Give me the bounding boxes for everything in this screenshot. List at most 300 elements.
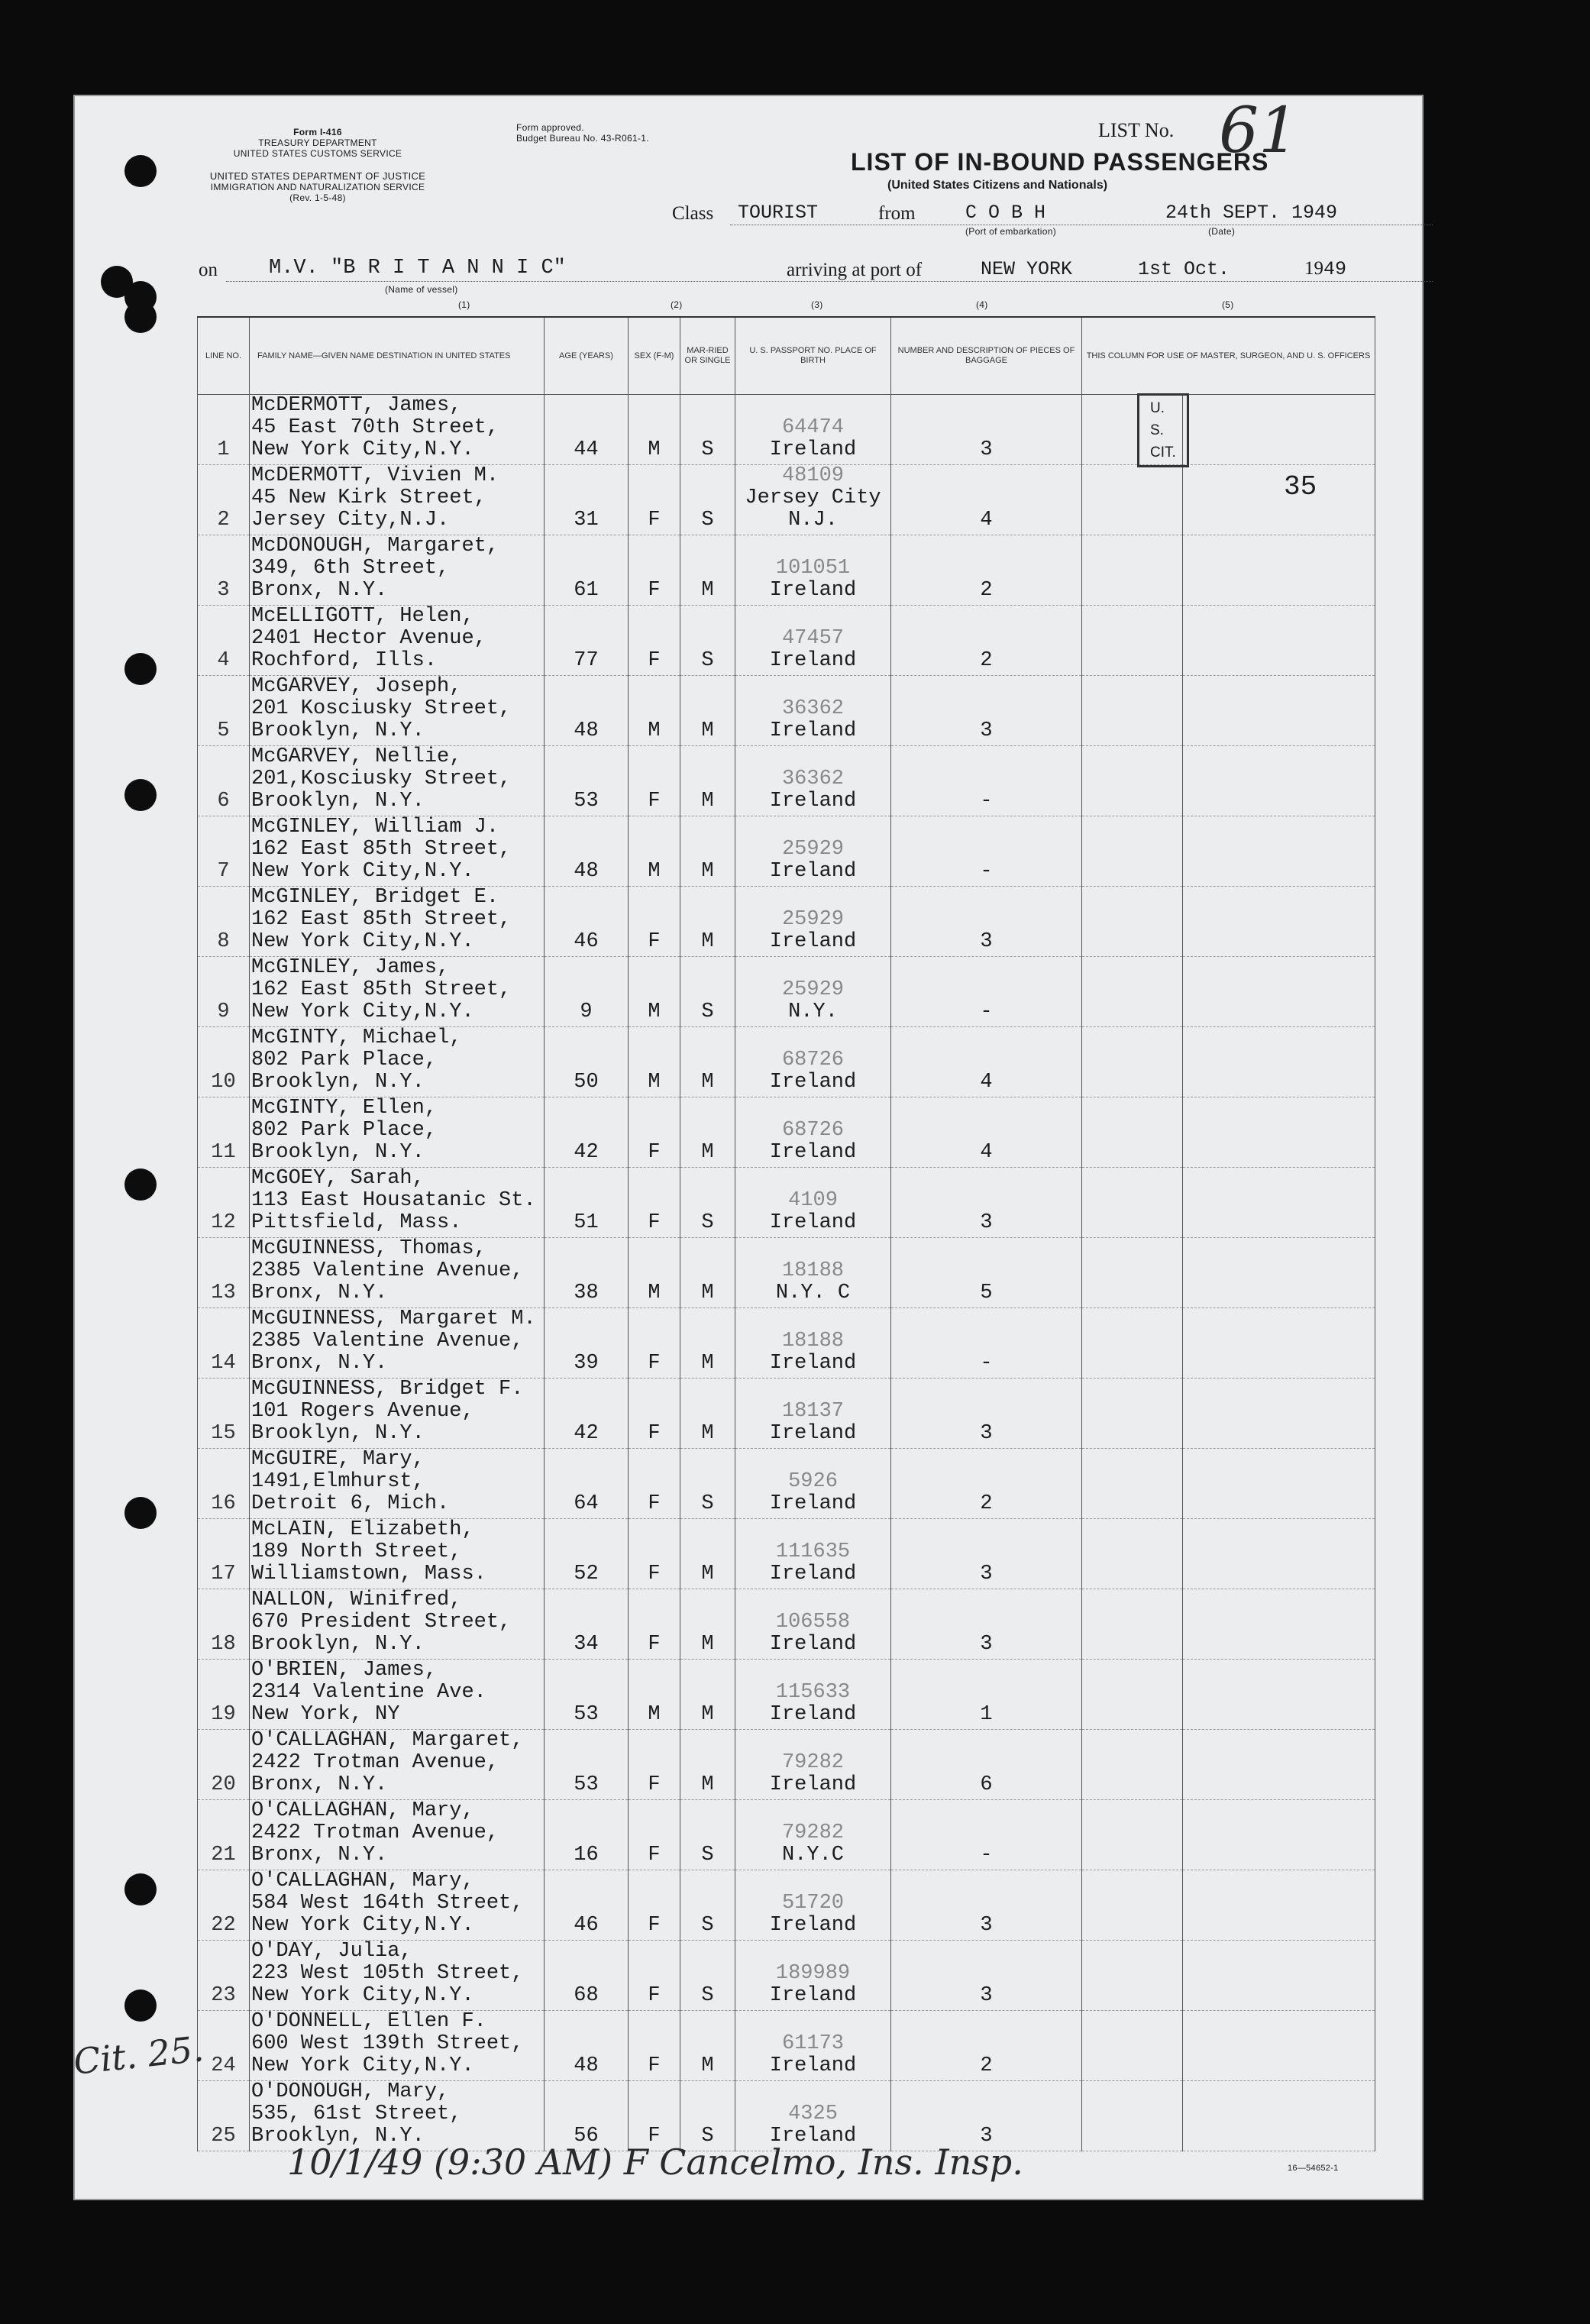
binder-hole bbox=[124, 155, 157, 187]
table-row bbox=[198, 676, 1375, 746]
passport-birthplace bbox=[735, 1379, 891, 1449]
passenger-age: 64 bbox=[545, 1449, 629, 1519]
table-row bbox=[198, 1308, 1375, 1379]
passenger-age: 53 bbox=[545, 1730, 629, 1800]
passenger-name: McDERMOTT, James, bbox=[251, 394, 462, 417]
passenger-city: New York City,N.Y. bbox=[251, 1984, 474, 2007]
passenger-sex: M bbox=[629, 1027, 680, 1097]
passenger-name-destination bbox=[250, 1168, 545, 1238]
officer-column-right bbox=[1183, 1941, 1375, 2011]
baggage-count: - bbox=[891, 1800, 1082, 1870]
birthplace: Ireland bbox=[769, 2054, 857, 2077]
passenger-sex: M bbox=[629, 1238, 680, 1308]
line-number: 11 bbox=[198, 1097, 250, 1168]
passenger-city: New York City,N.Y. bbox=[251, 930, 474, 953]
birthplace: N.Y. bbox=[788, 1000, 838, 1023]
header-passport: U. S. PASSPORT NO. PLACE OF BIRTH bbox=[735, 317, 891, 395]
birthplace: Ireland bbox=[769, 1914, 857, 1937]
passenger-sex: F bbox=[629, 606, 680, 676]
passenger-sex: F bbox=[629, 1800, 680, 1870]
passenger-marital-status: S bbox=[680, 465, 735, 535]
passport-number: 25929 bbox=[781, 838, 844, 861]
passport-number: 18188 bbox=[781, 1330, 844, 1353]
officer-column bbox=[1082, 535, 1183, 606]
passenger-address: 584 West 164th Street, bbox=[251, 1892, 524, 1915]
passenger-address: 45 East 70th Street, bbox=[251, 416, 499, 439]
officer-column bbox=[1082, 676, 1183, 746]
passenger-address: 162 East 85th Street, bbox=[251, 838, 512, 861]
officer-column bbox=[1082, 395, 1183, 465]
passport-number: 36362 bbox=[781, 697, 844, 720]
officer-column-right bbox=[1183, 1168, 1375, 1238]
birthplace: Ireland bbox=[769, 649, 857, 672]
passport-number: 64474 bbox=[781, 416, 844, 439]
birthplace: Jersey City N.J. bbox=[745, 486, 881, 532]
passenger-marital-status: M bbox=[680, 1097, 735, 1168]
header-married: MAR-RIED OR SINGLE bbox=[680, 317, 735, 395]
table-row bbox=[198, 535, 1375, 606]
table-row bbox=[198, 465, 1375, 535]
passport-number: 47457 bbox=[781, 627, 844, 650]
embarkation-caption: (Port of embarkation) bbox=[965, 226, 1057, 237]
passenger-city: Brooklyn, N.Y. bbox=[251, 719, 425, 742]
column-number-3: (3) bbox=[811, 299, 823, 310]
officer-column-right bbox=[1183, 816, 1375, 887]
passenger-age: 46 bbox=[545, 887, 629, 957]
line-number: 20 bbox=[198, 1730, 250, 1800]
binder-hole bbox=[124, 1497, 157, 1529]
passenger-age: 48 bbox=[545, 676, 629, 746]
passenger-sex: M bbox=[629, 1660, 680, 1730]
officer-column-right bbox=[1183, 606, 1375, 676]
passenger-age: 34 bbox=[545, 1589, 629, 1660]
table-header-row bbox=[198, 317, 1375, 395]
passenger-age: 31 bbox=[545, 465, 629, 535]
passenger-sex: F bbox=[629, 1519, 680, 1589]
passport-birthplace bbox=[735, 1308, 891, 1379]
passenger-name: O'DONNELL, Ellen F. bbox=[251, 2010, 486, 2033]
passenger-name: O'BRIEN, James, bbox=[251, 1659, 438, 1682]
embarkation-port: C O B H bbox=[965, 202, 1046, 224]
passenger-name-destination bbox=[250, 1379, 545, 1449]
passenger-address: 113 East Housatanic St. bbox=[251, 1189, 536, 1212]
passenger-city: New York City,N.Y. bbox=[251, 2054, 474, 2077]
baggage-count: 3 bbox=[891, 1379, 1082, 1449]
officer-column bbox=[1082, 1589, 1183, 1660]
passenger-marital-status: M bbox=[680, 1379, 735, 1449]
officer-column-right bbox=[1183, 1660, 1375, 1730]
passenger-name-destination bbox=[250, 957, 545, 1027]
passport-birthplace bbox=[735, 676, 891, 746]
passenger-sex: F bbox=[629, 535, 680, 606]
passenger-city: Rochford, Ills. bbox=[251, 649, 438, 672]
passenger-name-destination bbox=[250, 1449, 545, 1519]
passport-birthplace bbox=[735, 1941, 891, 2011]
on-label: on bbox=[199, 260, 218, 280]
column-number-5: (5) bbox=[1222, 299, 1234, 310]
passenger-marital-status: S bbox=[680, 1449, 735, 1519]
passenger-city: Bronx, N.Y. bbox=[251, 1773, 388, 1796]
column-number-4: (4) bbox=[976, 299, 988, 310]
citizen-stamp: U. S. CIT. bbox=[1137, 393, 1189, 467]
birthplace: Ireland bbox=[769, 1773, 857, 1796]
passenger-name: O'CALLAGHAN, Mary, bbox=[251, 1870, 474, 1892]
officer-column bbox=[1082, 1238, 1183, 1308]
passenger-city: Jersey City,N.J. bbox=[251, 509, 450, 532]
officer-column bbox=[1082, 2011, 1183, 2081]
table-row bbox=[198, 1379, 1375, 1449]
table-row bbox=[198, 395, 1375, 465]
birthplace: Ireland bbox=[769, 1422, 857, 1445]
passenger-marital-status: M bbox=[680, 816, 735, 887]
passenger-sex: M bbox=[629, 957, 680, 1027]
passenger-sex: F bbox=[629, 1870, 680, 1941]
passport-number: 115633 bbox=[775, 1681, 851, 1704]
passenger-address: 2422 Trotman Avenue, bbox=[251, 1821, 499, 1844]
passport-birthplace bbox=[735, 606, 891, 676]
birthplace: Ireland bbox=[769, 438, 857, 461]
passenger-name-destination bbox=[250, 465, 545, 535]
list-number-value: 61 bbox=[1219, 95, 1299, 167]
passport-birthplace bbox=[735, 1449, 891, 1519]
baggage-count: 3 bbox=[891, 676, 1082, 746]
birthplace: Ireland bbox=[769, 1071, 857, 1094]
passenger-marital-status: S bbox=[680, 957, 735, 1027]
line-number: 5 bbox=[198, 676, 250, 746]
birthplace: Ireland bbox=[769, 1141, 857, 1164]
passenger-name: McGUINNESS, Bridget F. bbox=[251, 1378, 524, 1401]
passenger-address: 45 New Kirk Street, bbox=[251, 486, 486, 509]
passenger-city: Detroit 6, Mich. bbox=[251, 1492, 450, 1515]
passenger-marital-status: M bbox=[680, 676, 735, 746]
officer-column-right bbox=[1183, 535, 1375, 606]
officer-column-right bbox=[1183, 746, 1375, 816]
passport-birthplace bbox=[735, 1800, 891, 1870]
passenger-marital-status: S bbox=[680, 1870, 735, 1941]
birthplace: Ireland bbox=[769, 1492, 857, 1515]
passenger-city: Brooklyn, N.Y. bbox=[251, 1633, 425, 1656]
passport-number: 18137 bbox=[781, 1400, 844, 1423]
line-number: 7 bbox=[198, 816, 250, 887]
passenger-age: 9 bbox=[545, 957, 629, 1027]
passenger-name-destination bbox=[250, 1800, 545, 1870]
line-number: 6 bbox=[198, 746, 250, 816]
passport-number: 79282 bbox=[781, 1751, 844, 1774]
officer-column bbox=[1082, 465, 1183, 535]
birthplace: Ireland bbox=[769, 930, 857, 953]
passport-birthplace bbox=[735, 1168, 891, 1238]
footer-code: 16—54652-1 bbox=[1288, 2164, 1339, 2173]
passenger-city: Brooklyn, N.Y. bbox=[251, 1141, 425, 1164]
passenger-name: McGOEY, Sarah, bbox=[251, 1167, 425, 1190]
line-number: 3 bbox=[198, 535, 250, 606]
line-number: 17 bbox=[198, 1519, 250, 1589]
passport-number: 189989 bbox=[775, 1962, 851, 1985]
passport-number: 106558 bbox=[775, 1611, 851, 1634]
table-row bbox=[198, 1730, 1375, 1800]
passenger-age: 46 bbox=[545, 1870, 629, 1941]
passenger-sex: F bbox=[629, 1449, 680, 1519]
table-row bbox=[198, 957, 1375, 1027]
passenger-name: NALLON, Winifred, bbox=[251, 1589, 462, 1611]
passenger-sex: F bbox=[629, 1379, 680, 1449]
officer-column-right bbox=[1183, 957, 1375, 1027]
passenger-city: Brooklyn, N.Y. bbox=[251, 2125, 425, 2148]
officer-column-right bbox=[1183, 2081, 1375, 2151]
birthplace: N.Y. C bbox=[775, 1282, 851, 1304]
baggage-count: 3 bbox=[891, 1870, 1082, 1941]
passenger-name: McGINLEY, James, bbox=[251, 956, 450, 979]
line-number: 12 bbox=[198, 1168, 250, 1238]
passenger-table bbox=[197, 316, 1375, 2151]
birthplace: Ireland bbox=[769, 1633, 857, 1656]
passenger-name-destination bbox=[250, 1730, 545, 1800]
passport-number: 68726 bbox=[781, 1049, 844, 1071]
table-row bbox=[198, 1168, 1375, 1238]
passenger-name: McGINTY, Michael, bbox=[251, 1026, 462, 1049]
passenger-name: McGINLEY, William J. bbox=[251, 816, 499, 839]
officer-column bbox=[1082, 1941, 1183, 2011]
passenger-marital-status: M bbox=[680, 1589, 735, 1660]
passenger-address: 802 Park Place, bbox=[251, 1119, 438, 1142]
line-number: 9 bbox=[198, 957, 250, 1027]
departure-date: 24th SEPT. 1949 bbox=[1165, 202, 1338, 224]
passenger-sex: F bbox=[629, 2011, 680, 2081]
passport-birthplace bbox=[735, 1027, 891, 1097]
vessel-line bbox=[226, 281, 1433, 282]
passport-birthplace bbox=[735, 887, 891, 957]
passenger-address: 101 Rogers Avenue, bbox=[251, 1400, 474, 1423]
class-value: TOURIST bbox=[738, 202, 819, 224]
passport-number: 25929 bbox=[781, 978, 844, 1001]
passenger-name: McGUINNESS, Margaret M. bbox=[251, 1307, 536, 1330]
officer-column bbox=[1082, 887, 1183, 957]
header-officers: THIS COLUMN FOR USE OF MASTER, SURGEON, AND U. S. OFFICERS bbox=[1082, 317, 1375, 395]
line-number: 24 bbox=[198, 2011, 250, 2081]
officer-column bbox=[1082, 1308, 1183, 1379]
line-number: 2 bbox=[198, 465, 250, 535]
passenger-name: McGARVEY, Nellie, bbox=[251, 745, 462, 768]
line-number: 23 bbox=[198, 1941, 250, 2011]
passenger-marital-status: M bbox=[680, 1238, 735, 1308]
passport-number: 111635 bbox=[775, 1540, 851, 1563]
baggage-count: 2 bbox=[891, 2011, 1082, 2081]
passenger-name-destination bbox=[250, 2011, 545, 2081]
birthplace: Ireland bbox=[769, 860, 857, 883]
officer-column bbox=[1082, 1800, 1183, 1870]
passenger-city: Bronx, N.Y. bbox=[251, 1352, 388, 1375]
birthplace: N.Y.C bbox=[781, 1844, 844, 1867]
baggage-count: 4 bbox=[891, 1027, 1082, 1097]
baggage-count: 2 bbox=[891, 535, 1082, 606]
line-number: 19 bbox=[198, 1660, 250, 1730]
officer-column-right bbox=[1183, 1519, 1375, 1589]
officer-column bbox=[1082, 1097, 1183, 1168]
passenger-marital-status: S bbox=[680, 1800, 735, 1870]
passenger-sex: F bbox=[629, 887, 680, 957]
passenger-marital-status: S bbox=[680, 395, 735, 465]
table-row bbox=[198, 1941, 1375, 2011]
ins-label: IMMIGRATION AND NATURALIZATION SERVICE bbox=[210, 182, 425, 192]
passport-number: 4325 bbox=[788, 2103, 838, 2125]
passport-birthplace bbox=[735, 1519, 891, 1589]
officer-note: 35 bbox=[1284, 471, 1317, 503]
birthplace: Ireland bbox=[769, 1703, 857, 1726]
baggage-count: 3 bbox=[891, 1589, 1082, 1660]
passport-birthplace bbox=[735, 816, 891, 887]
passenger-age: 56 bbox=[545, 2081, 629, 2151]
treasury-label: TREASURY DEPARTMENT bbox=[258, 137, 377, 148]
passenger-name-destination bbox=[250, 1097, 545, 1168]
approved-label: Form approved. bbox=[516, 122, 584, 133]
passenger-sex: F bbox=[629, 1730, 680, 1800]
passenger-marital-status: M bbox=[680, 746, 735, 816]
passenger-address: 2314 Valentine Ave. bbox=[251, 1681, 486, 1704]
passenger-age: 50 bbox=[545, 1027, 629, 1097]
passenger-city: Pittsfield, Mass. bbox=[251, 1211, 462, 1234]
birthplace: Ireland bbox=[769, 579, 857, 602]
passenger-marital-status: S bbox=[680, 1941, 735, 2011]
passenger-age: 42 bbox=[545, 1379, 629, 1449]
passport-birthplace bbox=[735, 1589, 891, 1660]
passenger-marital-status: M bbox=[680, 1660, 735, 1730]
officer-column bbox=[1082, 1168, 1183, 1238]
passenger-city: New York City,N.Y. bbox=[251, 860, 474, 883]
passenger-address: 349, 6th Street, bbox=[251, 557, 450, 580]
passenger-name: McGINLEY, Bridget E. bbox=[251, 886, 499, 909]
header-line-no: LINE NO. bbox=[198, 317, 250, 395]
baggage-count: 2 bbox=[891, 606, 1082, 676]
passenger-name: McGINTY, Ellen, bbox=[251, 1097, 438, 1120]
header-baggage: NUMBER AND DESCRIPTION OF PIECES OF BAGGAGE bbox=[891, 317, 1082, 395]
officer-column-right bbox=[1183, 1097, 1375, 1168]
header-sex: SEX (F-M) bbox=[629, 317, 680, 395]
baggage-count: 4 bbox=[891, 465, 1082, 535]
passenger-sex: F bbox=[629, 1941, 680, 2011]
passenger-age: 44 bbox=[545, 395, 629, 465]
officer-column bbox=[1082, 1379, 1183, 1449]
passenger-address: 162 East 85th Street, bbox=[251, 978, 512, 1001]
passenger-marital-status: M bbox=[680, 535, 735, 606]
passport-number: 18188 bbox=[781, 1259, 844, 1282]
line-number: 18 bbox=[198, 1589, 250, 1660]
passenger-name-destination bbox=[250, 395, 545, 465]
passenger-address: 201 Kosciusky Street, bbox=[251, 697, 512, 720]
passenger-age: 77 bbox=[545, 606, 629, 676]
passport-number: 61173 bbox=[781, 2032, 844, 2055]
passenger-age: 53 bbox=[545, 746, 629, 816]
passenger-name-destination bbox=[250, 1027, 545, 1097]
passenger-city: Bronx, N.Y. bbox=[251, 1844, 388, 1867]
passport-number: 48109 bbox=[781, 464, 844, 487]
passenger-sex: M bbox=[629, 676, 680, 746]
officer-column-right bbox=[1183, 395, 1375, 465]
officer-column-right bbox=[1183, 465, 1375, 535]
passenger-marital-status: S bbox=[680, 1168, 735, 1238]
baggage-count: 3 bbox=[891, 2081, 1082, 2151]
passenger-name: O'CALLAGHAN, Mary, bbox=[251, 1799, 474, 1822]
officer-column bbox=[1082, 1027, 1183, 1097]
passenger-name: McGUIRE, Mary, bbox=[251, 1448, 425, 1471]
table-row bbox=[198, 1449, 1375, 1519]
passenger-name-destination bbox=[250, 676, 545, 746]
table-row bbox=[198, 816, 1375, 887]
passenger-name-destination bbox=[250, 1519, 545, 1589]
passenger-city: Bronx, N.Y. bbox=[251, 579, 388, 602]
table-row bbox=[198, 606, 1375, 676]
arrival-year bbox=[1304, 258, 1346, 280]
line-number: 10 bbox=[198, 1027, 250, 1097]
arrival-year-prefix: 19 bbox=[1304, 258, 1323, 279]
passenger-name: McGARVEY, Joseph, bbox=[251, 675, 462, 698]
passenger-sex: F bbox=[629, 1097, 680, 1168]
table-row bbox=[198, 1519, 1375, 1589]
passport-birthplace bbox=[735, 2011, 891, 2081]
passport-birthplace bbox=[735, 395, 891, 465]
line-number: 22 bbox=[198, 1870, 250, 1941]
officer-column bbox=[1082, 816, 1183, 887]
arrival-date: 1st Oct. bbox=[1138, 258, 1230, 280]
vessel-name: M.V. "B R I T A N N I C" bbox=[269, 257, 566, 280]
passenger-name-destination bbox=[250, 1941, 545, 2011]
passenger-marital-status: S bbox=[680, 2081, 735, 2151]
line-number: 21 bbox=[198, 1800, 250, 1870]
baggage-count: 3 bbox=[891, 395, 1082, 465]
passenger-name-destination bbox=[250, 535, 545, 606]
date-caption: (Date) bbox=[1208, 226, 1236, 237]
officer-column bbox=[1082, 2081, 1183, 2151]
officer-column-right bbox=[1183, 887, 1375, 957]
passport-birthplace bbox=[735, 2081, 891, 2151]
table-row bbox=[198, 1870, 1375, 1941]
passenger-name-destination bbox=[250, 1238, 545, 1308]
officer-column bbox=[1082, 957, 1183, 1027]
approval-block bbox=[516, 122, 715, 144]
arrival-port: NEW YORK bbox=[981, 258, 1073, 280]
passport-birthplace bbox=[735, 746, 891, 816]
passport-number: 25929 bbox=[781, 908, 844, 931]
passenger-address: 201,Kosciusky Street, bbox=[251, 768, 512, 790]
passenger-marital-status: S bbox=[680, 606, 735, 676]
line-number: 25 bbox=[198, 2081, 250, 2151]
passport-number: 5926 bbox=[788, 1470, 838, 1493]
passenger-marital-status: M bbox=[680, 1519, 735, 1589]
passenger-name-destination bbox=[250, 746, 545, 816]
binder-hole bbox=[124, 1168, 157, 1201]
passenger-sex: M bbox=[629, 395, 680, 465]
passport-birthplace bbox=[735, 1730, 891, 1800]
baggage-count: 4 bbox=[891, 1097, 1082, 1168]
officer-column-right bbox=[1183, 2011, 1375, 2081]
officer-column-right bbox=[1183, 1730, 1375, 1800]
passenger-city: Williamstown, Mass. bbox=[251, 1563, 486, 1585]
arrival-year-suffix: 49 bbox=[1323, 258, 1347, 280]
passenger-name: McDERMOTT, Vivien M. bbox=[251, 464, 499, 487]
officer-column bbox=[1082, 606, 1183, 676]
baggage-count: 3 bbox=[891, 1941, 1082, 2011]
table-row bbox=[198, 1660, 1375, 1730]
passenger-age: 53 bbox=[545, 1660, 629, 1730]
passenger-address: 1491,Elmhurst, bbox=[251, 1470, 425, 1493]
passenger-city: Brooklyn, N.Y. bbox=[251, 1071, 425, 1094]
passenger-address: 2385 Valentine Avenue, bbox=[251, 1330, 524, 1353]
passenger-name-destination bbox=[250, 1589, 545, 1660]
officer-column-right bbox=[1183, 1800, 1375, 1870]
table-row bbox=[198, 1238, 1375, 1308]
passenger-address: 600 West 139th Street, bbox=[251, 2032, 524, 2055]
baggage-count: - bbox=[891, 816, 1082, 887]
passenger-city: Bronx, N.Y. bbox=[251, 1282, 388, 1304]
